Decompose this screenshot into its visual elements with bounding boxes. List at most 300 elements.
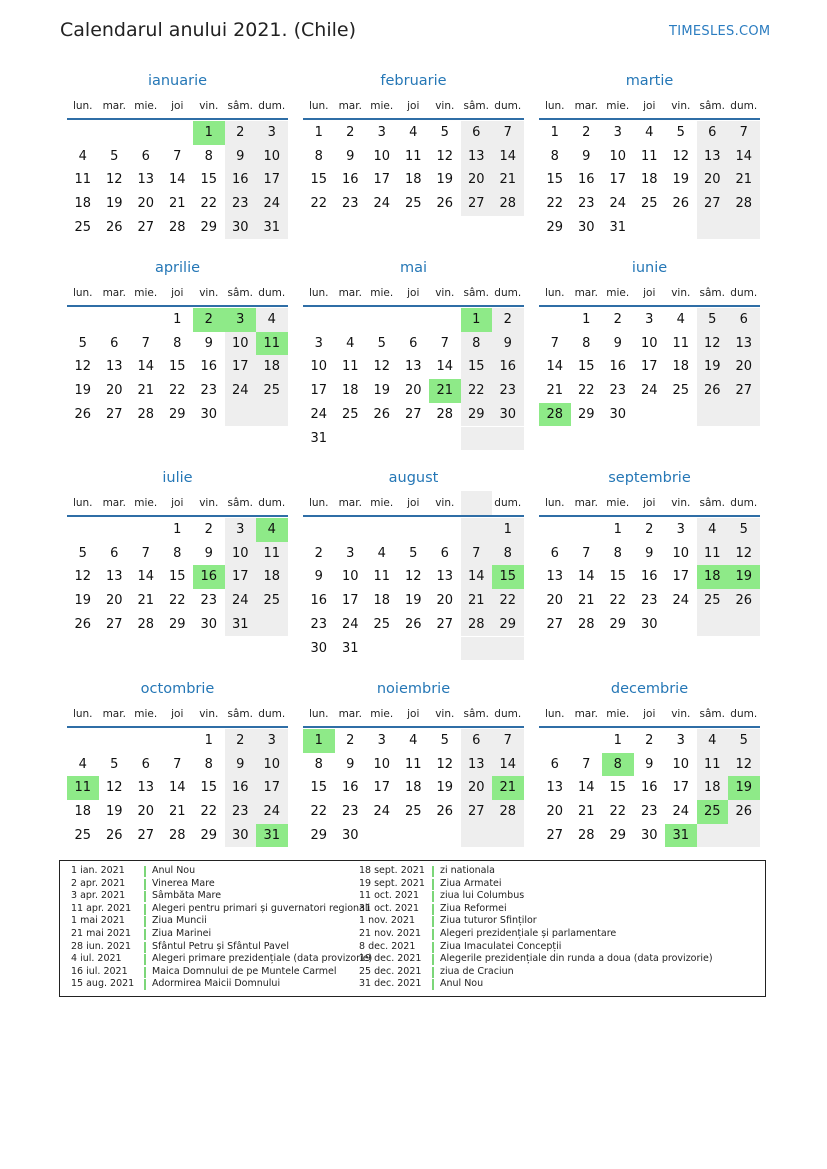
day-cell[interactable]: 13 <box>546 780 564 796</box>
day-cell[interactable]: 18 <box>256 565 288 589</box>
day-cell[interactable]: 8 <box>461 332 493 356</box>
day-cell[interactable]: 8 <box>204 148 213 164</box>
day-cell[interactable]: 16 <box>225 776 257 800</box>
day-cell[interactable]: 3 <box>676 733 685 748</box>
day-cell[interactable]: 8 <box>173 545 182 561</box>
day-cell[interactable]: 2 <box>225 729 257 753</box>
day-cell[interactable]: 6 <box>110 545 119 561</box>
day-cell[interactable]: 24 <box>373 196 391 212</box>
day-cell[interactable]: 17 <box>373 172 391 188</box>
day-cell[interactable]: 15 <box>168 359 186 375</box>
day-cell[interactable]: 22 <box>546 196 564 212</box>
day-cell[interactable]: 25 <box>697 589 729 613</box>
day-cell[interactable]: 29 <box>310 827 328 843</box>
day-cell[interactable]: 12 <box>373 359 391 375</box>
day-cell[interactable]: 31 <box>341 640 359 656</box>
day-cell[interactable]: 30 <box>200 406 218 422</box>
day-cell[interactable]: 8 <box>613 545 622 561</box>
day-cell[interactable]: 25 <box>74 827 92 843</box>
day-cell[interactable]: 12 <box>436 148 454 164</box>
day-cell[interactable]: 8 <box>314 148 323 164</box>
holiday-day[interactable]: 19 <box>728 776 760 800</box>
day-cell[interactable]: 10 <box>310 359 328 375</box>
day-cell[interactable]: 17 <box>310 383 328 399</box>
holiday-day[interactable]: 18 <box>697 565 729 589</box>
day-cell[interactable]: 18 <box>697 776 729 800</box>
day-cell[interactable]: 12 <box>105 172 123 188</box>
day-cell[interactable]: 25 <box>256 379 288 403</box>
day-cell[interactable]: 1 <box>550 125 559 140</box>
day-cell[interactable]: 27 <box>546 827 564 843</box>
day-cell[interactable]: 28 <box>577 827 595 843</box>
day-cell[interactable]: 1 <box>613 733 622 748</box>
day-cell[interactable]: 19 <box>697 355 729 379</box>
day-cell[interactable]: 31 <box>310 430 328 446</box>
day-cell[interactable]: 24 <box>256 192 288 216</box>
day-cell[interactable]: 24 <box>672 804 690 820</box>
day-cell[interactable]: 7 <box>141 335 150 351</box>
day-cell[interactable]: 10 <box>341 569 359 585</box>
day-cell[interactable]: 28 <box>168 219 186 235</box>
day-cell[interactable]: 9 <box>225 145 257 169</box>
day-cell[interactable]: 22 <box>200 196 218 212</box>
day-cell[interactable]: 8 <box>492 542 524 566</box>
day-cell[interactable]: 11 <box>404 756 422 772</box>
day-cell[interactable]: 17 <box>256 776 288 800</box>
day-cell[interactable]: 10 <box>609 148 627 164</box>
day-cell[interactable]: 2 <box>613 312 622 327</box>
day-cell[interactable]: 11 <box>74 172 92 188</box>
day-cell[interactable]: 24 <box>373 804 391 820</box>
holiday-day[interactable]: 1 <box>193 121 225 145</box>
holiday-day[interactable]: 28 <box>539 403 571 427</box>
day-cell[interactable]: 26 <box>74 406 92 422</box>
day-cell[interactable]: 25 <box>404 804 422 820</box>
day-cell[interactable]: 22 <box>461 379 493 403</box>
day-cell[interactable]: 28 <box>492 192 524 216</box>
day-cell[interactable]: 19 <box>74 593 92 609</box>
day-cell[interactable]: 27 <box>461 192 493 216</box>
day-cell[interactable]: 23 <box>225 192 257 216</box>
day-cell[interactable]: 15 <box>461 355 493 379</box>
day-cell[interactable]: 27 <box>105 616 123 632</box>
day-cell[interactable]: 9 <box>204 335 213 351</box>
day-cell[interactable]: 28 <box>137 406 155 422</box>
day-cell[interactable]: 26 <box>728 589 760 613</box>
day-cell[interactable]: 23 <box>492 379 524 403</box>
day-cell[interactable]: 13 <box>461 145 493 169</box>
day-cell[interactable]: 14 <box>137 569 155 585</box>
day-cell[interactable]: 22 <box>310 196 328 212</box>
day-cell[interactable]: 26 <box>404 616 422 632</box>
day-cell[interactable]: 4 <box>346 335 355 351</box>
day-cell[interactable]: 28 <box>436 406 454 422</box>
day-cell[interactable]: 24 <box>672 593 690 609</box>
day-cell[interactable]: 21 <box>492 168 524 192</box>
day-cell[interactable]: 30 <box>341 827 359 843</box>
day-cell[interactable]: 20 <box>546 804 564 820</box>
day-cell[interactable]: 21 <box>137 383 155 399</box>
day-cell[interactable]: 19 <box>105 196 123 212</box>
day-cell[interactable]: 11 <box>256 542 288 566</box>
day-cell[interactable]: 27 <box>697 192 729 216</box>
day-cell[interactable]: 4 <box>256 308 288 332</box>
day-cell[interactable]: 3 <box>256 729 288 753</box>
day-cell[interactable]: 16 <box>310 593 328 609</box>
day-cell[interactable]: 17 <box>341 593 359 609</box>
day-cell[interactable]: 20 <box>461 776 493 800</box>
day-cell[interactable]: 3 <box>377 733 386 748</box>
day-cell[interactable]: 22 <box>492 589 524 613</box>
day-cell[interactable]: 13 <box>105 359 123 375</box>
day-cell[interactable]: 15 <box>310 172 328 188</box>
day-cell[interactable]: 7 <box>173 148 182 164</box>
day-cell[interactable]: 27 <box>404 406 422 422</box>
day-cell[interactable]: 16 <box>200 359 218 375</box>
day-cell[interactable]: 25 <box>256 589 288 613</box>
day-cell[interactable]: 6 <box>550 756 559 772</box>
day-cell[interactable]: 26 <box>436 804 454 820</box>
day-cell[interactable]: 3 <box>314 335 323 351</box>
day-cell[interactable]: 20 <box>137 804 155 820</box>
day-cell[interactable]: 17 <box>225 565 257 589</box>
day-cell[interactable]: 29 <box>546 219 564 235</box>
day-cell[interactable]: 9 <box>613 335 622 351</box>
day-cell[interactable]: 29 <box>461 403 493 427</box>
day-cell[interactable]: 7 <box>440 335 449 351</box>
day-cell[interactable]: 2 <box>346 125 355 140</box>
day-cell[interactable]: 13 <box>546 569 564 585</box>
day-cell[interactable]: 18 <box>256 355 288 379</box>
day-cell[interactable]: 18 <box>404 780 422 796</box>
day-cell[interactable]: 6 <box>461 121 493 145</box>
day-cell[interactable]: 13 <box>404 359 422 375</box>
day-cell[interactable]: 18 <box>373 593 391 609</box>
day-cell[interactable]: 20 <box>461 168 493 192</box>
day-cell[interactable]: 3 <box>613 125 622 140</box>
day-cell[interactable]: 13 <box>728 332 760 356</box>
day-cell[interactable]: 29 <box>609 616 627 632</box>
day-cell[interactable]: 13 <box>461 753 493 777</box>
day-cell[interactable]: 19 <box>436 172 454 188</box>
day-cell[interactable]: 16 <box>225 168 257 192</box>
day-cell[interactable]: 26 <box>697 379 729 403</box>
holiday-day[interactable]: 31 <box>665 824 697 848</box>
holiday-day[interactable]: 3 <box>225 308 257 332</box>
day-cell[interactable]: 14 <box>492 753 524 777</box>
day-cell[interactable]: 17 <box>225 355 257 379</box>
day-cell[interactable]: 17 <box>640 359 658 375</box>
day-cell[interactable]: 18 <box>74 196 92 212</box>
day-cell[interactable]: 9 <box>346 148 355 164</box>
day-cell[interactable]: 6 <box>110 335 119 351</box>
day-cell[interactable]: 7 <box>141 545 150 561</box>
day-cell[interactable]: 27 <box>105 406 123 422</box>
day-cell[interactable]: 24 <box>640 383 658 399</box>
day-cell[interactable]: 13 <box>137 172 155 188</box>
day-cell[interactable]: 5 <box>409 545 418 561</box>
day-cell[interactable]: 2 <box>492 308 524 332</box>
day-cell[interactable]: 7 <box>728 121 760 145</box>
day-cell[interactable]: 25 <box>640 196 658 212</box>
day-cell[interactable]: 5 <box>676 125 685 140</box>
day-cell[interactable]: 27 <box>137 219 155 235</box>
day-cell[interactable]: 24 <box>225 589 257 613</box>
day-cell[interactable]: 20 <box>105 383 123 399</box>
day-cell[interactable]: 6 <box>728 308 760 332</box>
day-cell[interactable]: 12 <box>74 569 92 585</box>
day-cell[interactable]: 3 <box>225 518 257 542</box>
day-cell[interactable]: 24 <box>609 196 627 212</box>
day-cell[interactable]: 2 <box>645 522 654 537</box>
day-cell[interactable]: 11 <box>697 753 729 777</box>
day-cell[interactable]: 30 <box>310 640 328 656</box>
day-cell[interactable]: 18 <box>640 172 658 188</box>
day-cell[interactable]: 8 <box>314 756 323 772</box>
day-cell[interactable]: 28 <box>137 616 155 632</box>
day-cell[interactable]: 25 <box>404 196 422 212</box>
day-cell[interactable]: 27 <box>546 616 564 632</box>
day-cell[interactable]: 17 <box>672 780 690 796</box>
day-cell[interactable]: 5 <box>440 733 449 748</box>
day-cell[interactable]: 29 <box>492 613 524 637</box>
day-cell[interactable]: 21 <box>461 589 493 613</box>
day-cell[interactable]: 20 <box>728 355 760 379</box>
day-cell[interactable]: 16 <box>577 172 595 188</box>
day-cell[interactable]: 23 <box>225 800 257 824</box>
day-cell[interactable]: 15 <box>609 780 627 796</box>
day-cell[interactable]: 30 <box>609 406 627 422</box>
day-cell[interactable]: 9 <box>645 756 654 772</box>
day-cell[interactable]: 16 <box>341 780 359 796</box>
day-cell[interactable]: 2 <box>225 121 257 145</box>
holiday-day[interactable]: 21 <box>492 776 524 800</box>
day-cell[interactable]: 22 <box>577 383 595 399</box>
day-cell[interactable]: 7 <box>492 729 524 753</box>
day-cell[interactable]: 1 <box>582 312 591 327</box>
day-cell[interactable]: 9 <box>492 332 524 356</box>
day-cell[interactable]: 26 <box>672 196 690 212</box>
day-cell[interactable]: 15 <box>200 780 218 796</box>
day-cell[interactable]: 21 <box>546 383 564 399</box>
day-cell[interactable]: 3 <box>256 121 288 145</box>
day-cell[interactable]: 12 <box>404 569 422 585</box>
day-cell[interactable]: 11 <box>341 359 359 375</box>
day-cell[interactable]: 12 <box>697 332 729 356</box>
day-cell[interactable]: 12 <box>105 780 123 796</box>
day-cell[interactable]: 31 <box>609 219 627 235</box>
day-cell[interactable]: 6 <box>409 335 418 351</box>
day-cell[interactable]: 3 <box>676 522 685 537</box>
holiday-day[interactable]: 15 <box>492 565 524 589</box>
day-cell[interactable]: 14 <box>492 145 524 169</box>
day-cell[interactable]: 18 <box>404 172 422 188</box>
day-cell[interactable]: 11 <box>640 148 658 164</box>
day-cell[interactable]: 2 <box>314 545 323 561</box>
day-cell[interactable]: 25 <box>74 219 92 235</box>
day-cell[interactable]: 8 <box>204 756 213 772</box>
day-cell[interactable]: 29 <box>609 827 627 843</box>
day-cell[interactable]: 12 <box>728 542 760 566</box>
holiday-day[interactable]: 2 <box>193 308 225 332</box>
day-cell[interactable]: 13 <box>436 569 454 585</box>
day-cell[interactable]: 14 <box>577 780 595 796</box>
day-cell[interactable]: 28 <box>461 613 493 637</box>
holiday-day[interactable]: 11 <box>67 776 99 800</box>
day-cell[interactable]: 13 <box>105 569 123 585</box>
day-cell[interactable]: 18 <box>341 383 359 399</box>
day-cell[interactable]: 14 <box>137 359 155 375</box>
day-cell[interactable]: 30 <box>640 827 658 843</box>
day-cell[interactable]: 15 <box>200 172 218 188</box>
day-cell[interactable]: 14 <box>728 145 760 169</box>
day-cell[interactable]: 6 <box>141 148 150 164</box>
day-cell[interactable]: 10 <box>373 148 391 164</box>
day-cell[interactable]: 29 <box>168 616 186 632</box>
day-cell[interactable]: 26 <box>728 800 760 824</box>
day-cell[interactable]: 12 <box>672 148 690 164</box>
day-cell[interactable]: 1 <box>492 518 524 542</box>
day-cell[interactable]: 1 <box>314 125 323 140</box>
day-cell[interactable]: 5 <box>440 125 449 140</box>
day-cell[interactable]: 1 <box>173 522 182 537</box>
day-cell[interactable]: 4 <box>676 312 685 327</box>
day-cell[interactable]: 6 <box>550 545 559 561</box>
day-cell[interactable]: 23 <box>640 804 658 820</box>
day-cell[interactable]: 6 <box>141 756 150 772</box>
day-cell[interactable]: 6 <box>440 545 449 561</box>
day-cell[interactable]: 5 <box>110 148 119 164</box>
day-cell[interactable]: 15 <box>577 359 595 375</box>
day-cell[interactable]: 6 <box>697 121 729 145</box>
day-cell[interactable]: 16 <box>609 359 627 375</box>
day-cell[interactable]: 30 <box>577 219 595 235</box>
day-cell[interactable]: 31 <box>225 613 257 637</box>
day-cell[interactable]: 30 <box>225 824 257 848</box>
day-cell[interactable]: 7 <box>550 335 559 351</box>
day-cell[interactable]: 15 <box>310 780 328 796</box>
day-cell[interactable]: 22 <box>200 804 218 820</box>
day-cell[interactable]: 29 <box>168 406 186 422</box>
holiday-day[interactable]: 4 <box>256 518 288 542</box>
day-cell[interactable]: 15 <box>546 172 564 188</box>
day-cell[interactable]: 2 <box>346 733 355 748</box>
day-cell[interactable]: 17 <box>609 172 627 188</box>
day-cell[interactable]: 25 <box>373 616 391 632</box>
day-cell[interactable]: 31 <box>256 216 288 240</box>
day-cell[interactable]: 8 <box>550 148 559 164</box>
day-cell[interactable]: 2 <box>645 733 654 748</box>
day-cell[interactable]: 3 <box>377 125 386 140</box>
day-cell[interactable]: 24 <box>310 406 328 422</box>
day-cell[interactable]: 4 <box>697 518 729 542</box>
day-cell[interactable]: 19 <box>436 780 454 796</box>
day-cell[interactable]: 27 <box>137 827 155 843</box>
day-cell[interactable]: 21 <box>137 593 155 609</box>
day-cell[interactable]: 16 <box>492 355 524 379</box>
day-cell[interactable]: 23 <box>310 616 328 632</box>
day-cell[interactable]: 16 <box>341 172 359 188</box>
day-cell[interactable]: 22 <box>168 593 186 609</box>
day-cell[interactable]: 6 <box>461 729 493 753</box>
day-cell[interactable]: 13 <box>697 145 729 169</box>
day-cell[interactable]: 27 <box>436 616 454 632</box>
day-cell[interactable]: 20 <box>105 593 123 609</box>
day-cell[interactable]: 12 <box>74 359 92 375</box>
day-cell[interactable]: 10 <box>256 145 288 169</box>
holiday-day[interactable]: 16 <box>193 565 225 589</box>
day-cell[interactable]: 26 <box>74 616 92 632</box>
holiday-day[interactable]: 19 <box>728 565 760 589</box>
day-cell[interactable]: 21 <box>577 593 595 609</box>
day-cell[interactable]: 25 <box>672 383 690 399</box>
day-cell[interactable]: 20 <box>697 168 729 192</box>
day-cell[interactable]: 27 <box>728 379 760 403</box>
day-cell[interactable]: 22 <box>609 593 627 609</box>
day-cell[interactable]: 22 <box>609 804 627 820</box>
day-cell[interactable]: 10 <box>672 756 690 772</box>
day-cell[interactable]: 14 <box>461 565 493 589</box>
day-cell[interactable]: 5 <box>78 335 87 351</box>
day-cell[interactable]: 14 <box>546 359 564 375</box>
day-cell[interactable]: 4 <box>377 545 386 561</box>
holiday-day[interactable]: 8 <box>602 753 634 777</box>
day-cell[interactable]: 26 <box>105 219 123 235</box>
day-cell[interactable]: 9 <box>314 569 323 585</box>
day-cell[interactable]: 23 <box>577 196 595 212</box>
day-cell[interactable]: 2 <box>204 522 213 537</box>
day-cell[interactable]: 9 <box>582 148 591 164</box>
day-cell[interactable]: 23 <box>640 593 658 609</box>
day-cell[interactable]: 28 <box>492 800 524 824</box>
day-cell[interactable]: 17 <box>672 569 690 585</box>
day-cell[interactable]: 19 <box>672 172 690 188</box>
day-cell[interactable]: 21 <box>728 168 760 192</box>
day-cell[interactable]: 16 <box>640 780 658 796</box>
day-cell[interactable]: 15 <box>609 569 627 585</box>
day-cell[interactable]: 23 <box>341 804 359 820</box>
day-cell[interactable]: 29 <box>577 406 595 422</box>
day-cell[interactable]: 17 <box>256 168 288 192</box>
day-cell[interactable]: 5 <box>697 308 729 332</box>
day-cell[interactable]: 24 <box>341 616 359 632</box>
day-cell[interactable]: 21 <box>168 196 186 212</box>
holiday-day[interactable]: 21 <box>429 379 461 403</box>
day-cell[interactable]: 8 <box>582 335 591 351</box>
day-cell[interactable]: 29 <box>200 219 218 235</box>
day-cell[interactable]: 23 <box>341 196 359 212</box>
day-cell[interactable]: 4 <box>78 756 87 772</box>
day-cell[interactable]: 5 <box>377 335 386 351</box>
day-cell[interactable]: 10 <box>225 542 257 566</box>
day-cell[interactable]: 14 <box>577 569 595 585</box>
holiday-day[interactable]: 1 <box>303 729 335 753</box>
day-cell[interactable]: 26 <box>373 406 391 422</box>
day-cell[interactable]: 14 <box>168 172 186 188</box>
day-cell[interactable]: 7 <box>461 542 493 566</box>
day-cell[interactable]: 10 <box>225 332 257 356</box>
day-cell[interactable]: 9 <box>204 545 213 561</box>
day-cell[interactable]: 19 <box>404 593 422 609</box>
day-cell[interactable]: 26 <box>105 827 123 843</box>
day-cell[interactable]: 7 <box>582 545 591 561</box>
day-cell[interactable]: 13 <box>137 780 155 796</box>
day-cell[interactable]: 20 <box>404 383 422 399</box>
day-cell[interactable]: 4 <box>78 148 87 164</box>
day-cell[interactable]: 22 <box>310 804 328 820</box>
day-cell[interactable]: 22 <box>168 383 186 399</box>
day-cell[interactable]: 11 <box>697 542 729 566</box>
